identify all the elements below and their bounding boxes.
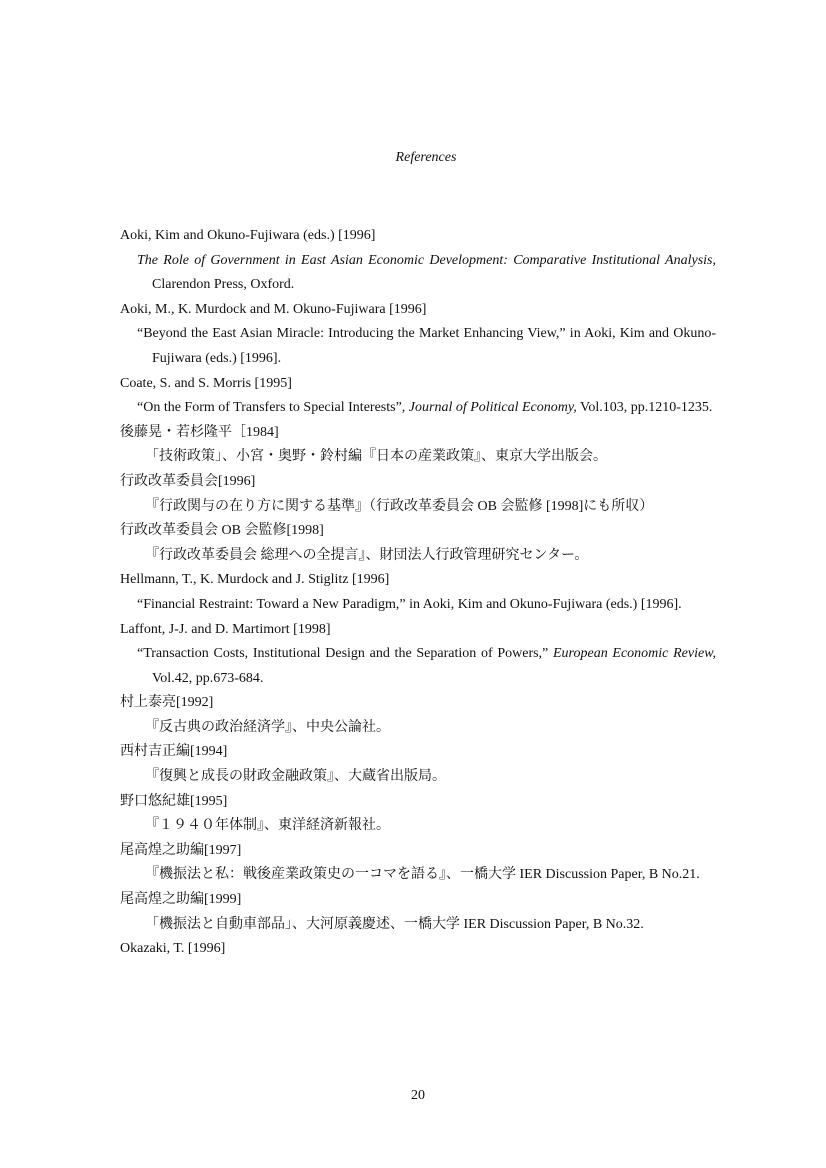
reference-entry	[120, 224, 716, 298]
reference-details: 『行政改革委員会 総理への全提言』、財団法人行政管理研究センター。	[145, 547, 589, 563]
reference-article-title: “Transaction Costs, Institutional Design and the Separation of Powers,”	[137, 646, 553, 662]
reference-entry	[120, 937, 716, 962]
reference-publisher: Clarendon Press, Oxford.	[152, 277, 295, 293]
reference-journal: European Economic Review,	[553, 646, 716, 662]
reference-details	[120, 396, 716, 421]
reference-entry	[120, 470, 716, 519]
reference-author-year: 尾高煌之助編[1997]	[120, 842, 242, 858]
reference-author-year: Aoki, Kim and Okuno-Fujiwara (eds.) [1996]	[120, 228, 376, 243]
reference-author-year: Coate, S. and S. Morris [1995]	[120, 375, 292, 391]
reference-entry	[120, 372, 716, 421]
reference-author-year: 西村吉正編[1994]	[120, 744, 228, 760]
reference-author-year: Laffont, J-J. and D. Martimort [1998]	[120, 621, 331, 637]
reference-entry	[120, 790, 716, 839]
reference-author-year: 後藤晃・若杉隆平［1984]	[120, 424, 279, 440]
reference-volume-pages: Vol.42, pp.673-684.	[152, 670, 264, 686]
reference-details: 「技術政策」、小宮・奥野・鈴村編『日本の産業政策』、東京大学出版会。	[145, 449, 607, 465]
page-number: 20	[411, 1088, 425, 1103]
reference-details: 『機振法と私：戦後産業政策史の一コマを語る』、一橋大学 IER Discussion Paper, B No.21.	[145, 867, 700, 883]
reference-details: 『反古典の政治経済学』、中央公論社。	[145, 719, 390, 735]
reference-details: 『復興と成長の財政金融政策』、大蔵省出版局。	[145, 769, 446, 785]
reference-details: “Financial Restraint: Toward a New Paradigm,” in Aoki, Kim and Okuno-Fujiwara (eds.) [1996].	[137, 596, 682, 612]
reference-entry	[120, 298, 716, 372]
reference-details	[120, 642, 716, 691]
reference-entry	[120, 421, 716, 470]
reference-entry	[120, 691, 716, 740]
reference-volume-pages: Vol.103, pp.1210-1235.	[576, 400, 713, 416]
reference-title: The Role of Government in East Asian Economic Development: Comparative Institutional Analysis,	[137, 252, 716, 268]
reference-details: 「機振法と自動車部品」、大河原義慶述、一橋大学 IER Discussion Paper, B No.32.	[145, 916, 644, 932]
reference-entry	[120, 519, 716, 568]
reference-entry	[120, 740, 716, 789]
reference-author-year: Aoki, M., K. Murdock and M. Okuno-Fujiwara [1996]	[120, 301, 427, 317]
reference-author-year: 尾高煌之助編[1999]	[120, 892, 242, 908]
reference-entry	[120, 839, 716, 888]
reference-journal: Journal of Political Economy,	[408, 400, 577, 416]
reference-author-year: 行政改革委員会[1996]	[120, 473, 256, 489]
reference-details: “Beyond the East Asian Miracle: Introducing the Market Enhancing View,” in Aoki, Kim and Okuno-Fujiwara (eds.) [1996].	[137, 326, 716, 366]
references-heading: References	[395, 150, 457, 165]
reference-details: 『１９４０年体制』、東洋経済新報社。	[145, 818, 390, 834]
reference-list	[120, 224, 716, 962]
reference-entry	[120, 888, 716, 937]
reference-details	[120, 249, 716, 298]
reference-author-year: Okazaki, T. [1996]	[120, 941, 226, 957]
reference-author-year: 村上泰亮[1992]	[120, 695, 214, 711]
reference-article-title: “On the Form of Transfers to Special Interests”,	[137, 400, 409, 416]
reference-author-year: 行政改革委員会 OB 会監修[1998]	[120, 523, 324, 539]
reference-author-year: 野口悠紀雄[1995]	[120, 793, 228, 809]
reference-author-year: Hellmann, T., K. Murdock and J. Stiglitz [1996]	[120, 572, 390, 588]
reference-details: 『行政関与の在り方に関する基準』（行政改革委員会 OB 会監修 [1998]にも所収）	[145, 498, 654, 514]
reference-entry	[120, 618, 716, 692]
reference-entry	[120, 568, 716, 617]
